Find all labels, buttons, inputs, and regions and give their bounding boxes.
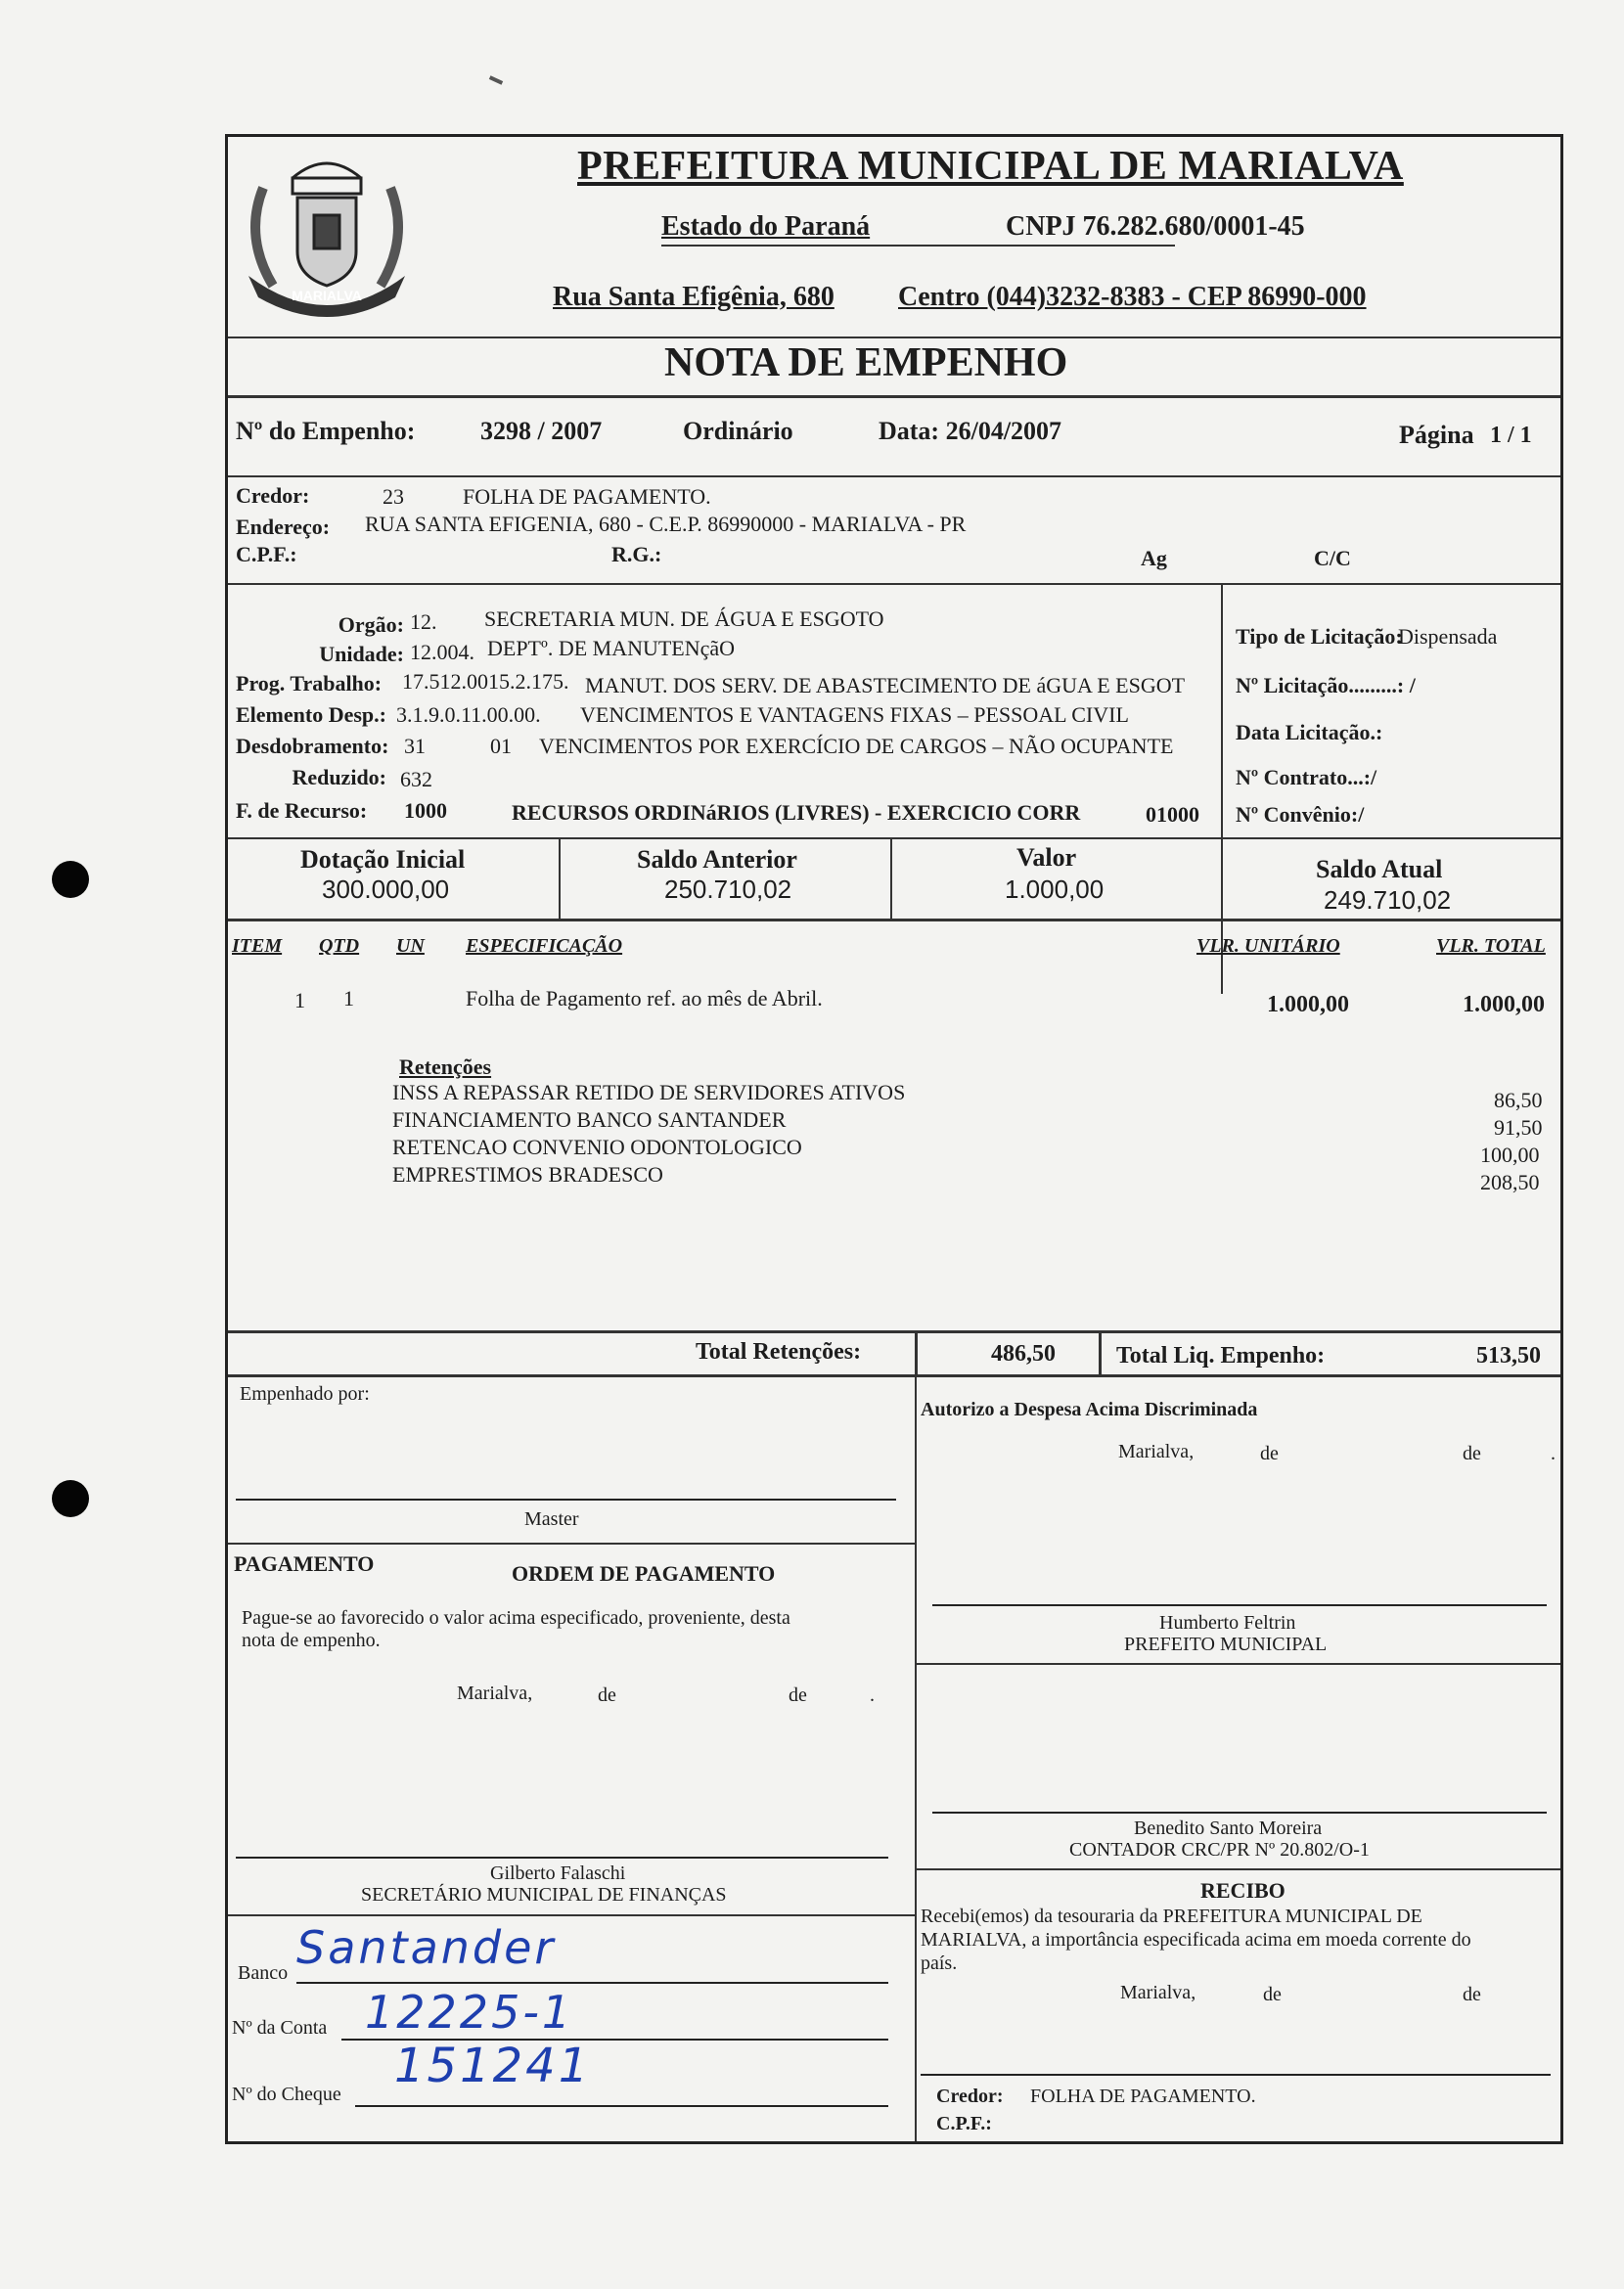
reduzido-value: 632 [400, 767, 432, 791]
divider [228, 337, 1560, 338]
column-header-vlr-unitario: VLR. UNITÁRIO [1196, 935, 1340, 957]
item-spec: Folha de Pagamento ref. ao mês de Abril. [466, 986, 823, 1010]
pague-de-1: de [598, 1684, 616, 1706]
recurso-code-2: 01000 [1146, 802, 1199, 827]
item-unit-value: 1.000,00 [1267, 992, 1349, 1017]
divider [228, 1543, 915, 1545]
divider [1099, 1330, 1102, 1374]
convenio-number: Nº Convênio:/ [1236, 802, 1365, 827]
valor-label: Valor [1016, 843, 1077, 872]
data-licitacao: Data Licitação.: [1236, 720, 1383, 744]
column-header-vlr-total: VLR. TOTAL [1436, 935, 1546, 957]
divider [228, 919, 1560, 921]
unidade-label: Unidade: [319, 642, 404, 666]
header-cnpj: CNPJ 76.282.680/0001-45 [1006, 211, 1305, 242]
conta-handwritten: 12225-1 [365, 1986, 574, 2039]
document-frame [225, 134, 1563, 2144]
total-liquido-label: Total Liq. Empenho: [1116, 1343, 1326, 1369]
cheque-line [355, 2105, 888, 2107]
desdobramento-value: VENCIMENTOS POR EXERCÍCIO DE CARGOS – NÃO OCUPANTE [539, 734, 1174, 758]
retencoes-title: Retenções [399, 1055, 492, 1079]
orgao-value: SECRETARIA MUN. DE ÁGUA E ESGOTO [484, 606, 884, 631]
dotacao-value: 300.000,00 [322, 875, 450, 904]
autorizo-de-1: de [1260, 1443, 1279, 1464]
orgao-label: Orgão: [338, 612, 404, 637]
empenhado-signature-line [236, 1499, 896, 1501]
column-header-especificacao: ESPECIFICAÇÃO [466, 935, 623, 957]
pague-text-line1: Pague-se ao favorecido o valor acima especificado, proveniente, desta [242, 1607, 790, 1629]
ordem-pagamento-label: ORDEM DE PAGAMENTO [512, 1561, 776, 1586]
contador-signature-line [932, 1812, 1547, 1814]
valor-value: 1.000,00 [1005, 875, 1105, 904]
prefeito-signature-line [932, 1604, 1547, 1606]
crest-ribbon-text: MARIALVA [292, 288, 362, 303]
banco-handwritten: Santander [296, 1921, 557, 1974]
divider [228, 837, 1560, 839]
divider [228, 1374, 1560, 1377]
divider [228, 475, 1560, 477]
divider [559, 837, 561, 919]
divider [1221, 583, 1223, 994]
prog-trabalho-label: Prog. Trabalho: [236, 671, 383, 696]
rg-label: R.G.: [611, 542, 662, 566]
contador-title: CONTADOR CRC/PR Nº 20.802/O-1 [1069, 1839, 1370, 1861]
unidade-value: DEPTº. DE MANUTENçãO [487, 636, 736, 660]
column-header-item: ITEM [232, 935, 283, 957]
desdobramento-code: 31 [404, 734, 426, 758]
document-title: NOTA DE EMPENHO [664, 340, 1068, 385]
header-street: Rua Santa Efigênia, 680 [553, 282, 835, 312]
header-title: PREFEITURA MUNICIPAL DE MARIALVA [577, 144, 1404, 189]
recurso-code: 1000 [404, 798, 447, 823]
recurso-value: RECURSOS ORDINáRIOS (LIVRES) - EXERCICIO CORR [512, 800, 1081, 825]
elemento-value: VENCIMENTOS E VANTAGENS FIXAS – PESSOAL CIVIL [580, 702, 1129, 727]
recibo-line1: Recebi(emos) da tesouraria da PREFEITURA MUNICIPAL DE [921, 1906, 1422, 1927]
divider [228, 395, 1560, 398]
credor-name: FOLHA DE PAGAMENTO. [463, 484, 711, 509]
saldo-atual-label: Saldo Atual [1316, 855, 1443, 883]
empenhado-por-label: Empenhado por: [240, 1383, 370, 1405]
divider [228, 1914, 915, 1916]
total-retencoes-label: Total Retenções: [696, 1339, 862, 1365]
secretario-signature-line [236, 1857, 888, 1859]
prefeito-name: Humberto Feltrin [1159, 1612, 1296, 1634]
item-qtd: 1 [343, 986, 354, 1010]
autorizo-marialva: Marialva, [1118, 1441, 1195, 1462]
desdobramento-sub-code: 01 [490, 734, 512, 758]
autorizo-dot: . [1551, 1443, 1556, 1464]
column-header-un: UN [396, 935, 425, 957]
pagamento-label: PAGAMENTO [234, 1551, 375, 1576]
saldo-atual-value: 249.710,02 [1324, 885, 1452, 915]
recibo-line3: país. [921, 1952, 958, 1974]
cheque-label: Nº do Cheque [232, 2084, 341, 2105]
secretario-title: SECRETÁRIO MUNICIPAL DE FINANÇAS [361, 1884, 727, 1906]
reduzido-label: Reduzido: [292, 765, 386, 789]
pague-dot: . [870, 1684, 875, 1706]
agencia-label: Ag [1141, 546, 1167, 570]
page-number: 1 / 1 [1490, 423, 1532, 448]
elemento-label: Elemento Desp.: [236, 702, 386, 727]
cheque-handwritten: 151241 [394, 2039, 592, 2093]
divider [228, 1330, 1560, 1333]
banco-label: Banco [238, 1962, 289, 1984]
item-total-value: 1.000,00 [1463, 992, 1545, 1017]
retencao-label: FINANCIAMENTO BANCO SANTANDER [392, 1107, 787, 1132]
recibo-signature-line [921, 2074, 1551, 2076]
retencao-label: RETENCAO CONVENIO ODONTOLOGICO [392, 1135, 802, 1159]
saldo-anterior-label: Saldo Anterior [637, 845, 797, 874]
unidade-code: 12.004. [410, 640, 474, 664]
recurso-label: F. de Recurso: [236, 798, 368, 823]
prog-trabalho-value: MANUT. DOS SERV. DE ABASTECIMENTO DE áGUA E ESGOT [585, 673, 1186, 697]
recibo-credor-value: FOLHA DE PAGAMENTO. [1030, 2086, 1256, 2107]
endereco-value: RUA SANTA EFIGENIA, 680 - C.E.P. 86990000 - MARIALVA - PR [365, 512, 967, 536]
conta-corrente-label: C/C [1314, 546, 1351, 570]
tipo-licitacao-label: Tipo de Licitação: [1236, 624, 1403, 649]
banco-line [296, 1982, 888, 1984]
recibo-credor-label: Credor: [936, 2086, 1004, 2107]
pague-marialva: Marialva, [457, 1683, 533, 1704]
binder-hole-top [52, 861, 89, 898]
recibo-de-2: de [1463, 1984, 1481, 2005]
header-state: Estado do Paraná [661, 211, 871, 242]
autorizo-text: Autorizo a Despesa Acima Discriminada [921, 1399, 1258, 1420]
item-number: 1 [294, 988, 305, 1012]
orgao-code: 12. [410, 609, 437, 634]
scan-speck [489, 75, 503, 85]
empenho-number: 3298 / 2007 [480, 417, 603, 445]
recibo-cpf-label: C.P.F.: [936, 2113, 992, 2134]
divider [915, 1374, 917, 2141]
pague-de-2: de [789, 1684, 807, 1706]
retencao-value: 86,50 [1494, 1088, 1543, 1112]
desdobramento-label: Desdobramento: [236, 734, 389, 758]
empenho-type: Ordinário [683, 417, 793, 445]
total-retencoes-value: 486,50 [991, 1341, 1056, 1367]
cpf-label: C.P.F.: [236, 542, 297, 566]
divider [890, 837, 892, 919]
column-header-qtd: QTD [319, 935, 360, 957]
retencao-value: 208,50 [1480, 1170, 1540, 1194]
recibo-title: RECIBO [1200, 1878, 1286, 1903]
contrato-number: Nº Contrato...:/ [1236, 765, 1377, 789]
header-address: Centro (044)3232-8383 - CEP 86990-000 [898, 282, 1367, 312]
conta-label: Nº da Conta [232, 2017, 328, 2039]
binder-hole-bottom [52, 1480, 89, 1517]
header-state-underline [661, 245, 1175, 247]
divider [228, 583, 1560, 585]
recibo-de-1: de [1263, 1984, 1282, 2005]
credor-label: Credor: [236, 483, 310, 508]
retencao-label: INSS A REPASSAR RETIDO DE SERVIDORES ATIVOS [392, 1080, 906, 1104]
divider [915, 1868, 1560, 1870]
empenho-date: Data: 26/04/2007 [879, 417, 1062, 445]
contador-name: Benedito Santo Moreira [1134, 1818, 1323, 1839]
pague-text-line2: nota de empenho. [242, 1630, 381, 1651]
endereco-label: Endereço: [236, 515, 331, 539]
dotacao-label: Dotação Inicial [300, 845, 466, 874]
recibo-line2: MARIALVA, a importância especificada acima em moeda corrente do [921, 1929, 1471, 1951]
divider [915, 1330, 918, 1374]
retencao-value: 91,50 [1494, 1115, 1543, 1140]
tipo-licitacao-value: Dispensada [1398, 624, 1498, 649]
retencao-value: 100,00 [1480, 1143, 1540, 1167]
retencao-label: EMPRESTIMOS BRADESCO [392, 1162, 663, 1187]
prog-trabalho-code: 17.512.0015.2.175. [402, 669, 569, 694]
prefeito-title: PREFEITO MUNICIPAL [1124, 1634, 1328, 1655]
credor-code: 23 [383, 484, 404, 509]
empenhado-master: Master [524, 1508, 579, 1530]
licitacao-number: Nº Licitação.........: / [1236, 673, 1416, 697]
divider [915, 1663, 1560, 1665]
empenho-label: Nº do Empenho: [236, 417, 416, 445]
secretario-name: Gilberto Falaschi [490, 1863, 626, 1884]
page-label: Página [1399, 421, 1474, 449]
elemento-code: 3.1.9.0.11.00.00. [396, 702, 541, 727]
autorizo-de-2: de [1463, 1443, 1481, 1464]
municipal-crest-icon [234, 139, 420, 325]
recibo-marialva: Marialva, [1120, 1982, 1196, 2003]
saldo-anterior-value: 250.710,02 [664, 875, 792, 904]
total-liquido-value: 513,50 [1476, 1343, 1541, 1369]
